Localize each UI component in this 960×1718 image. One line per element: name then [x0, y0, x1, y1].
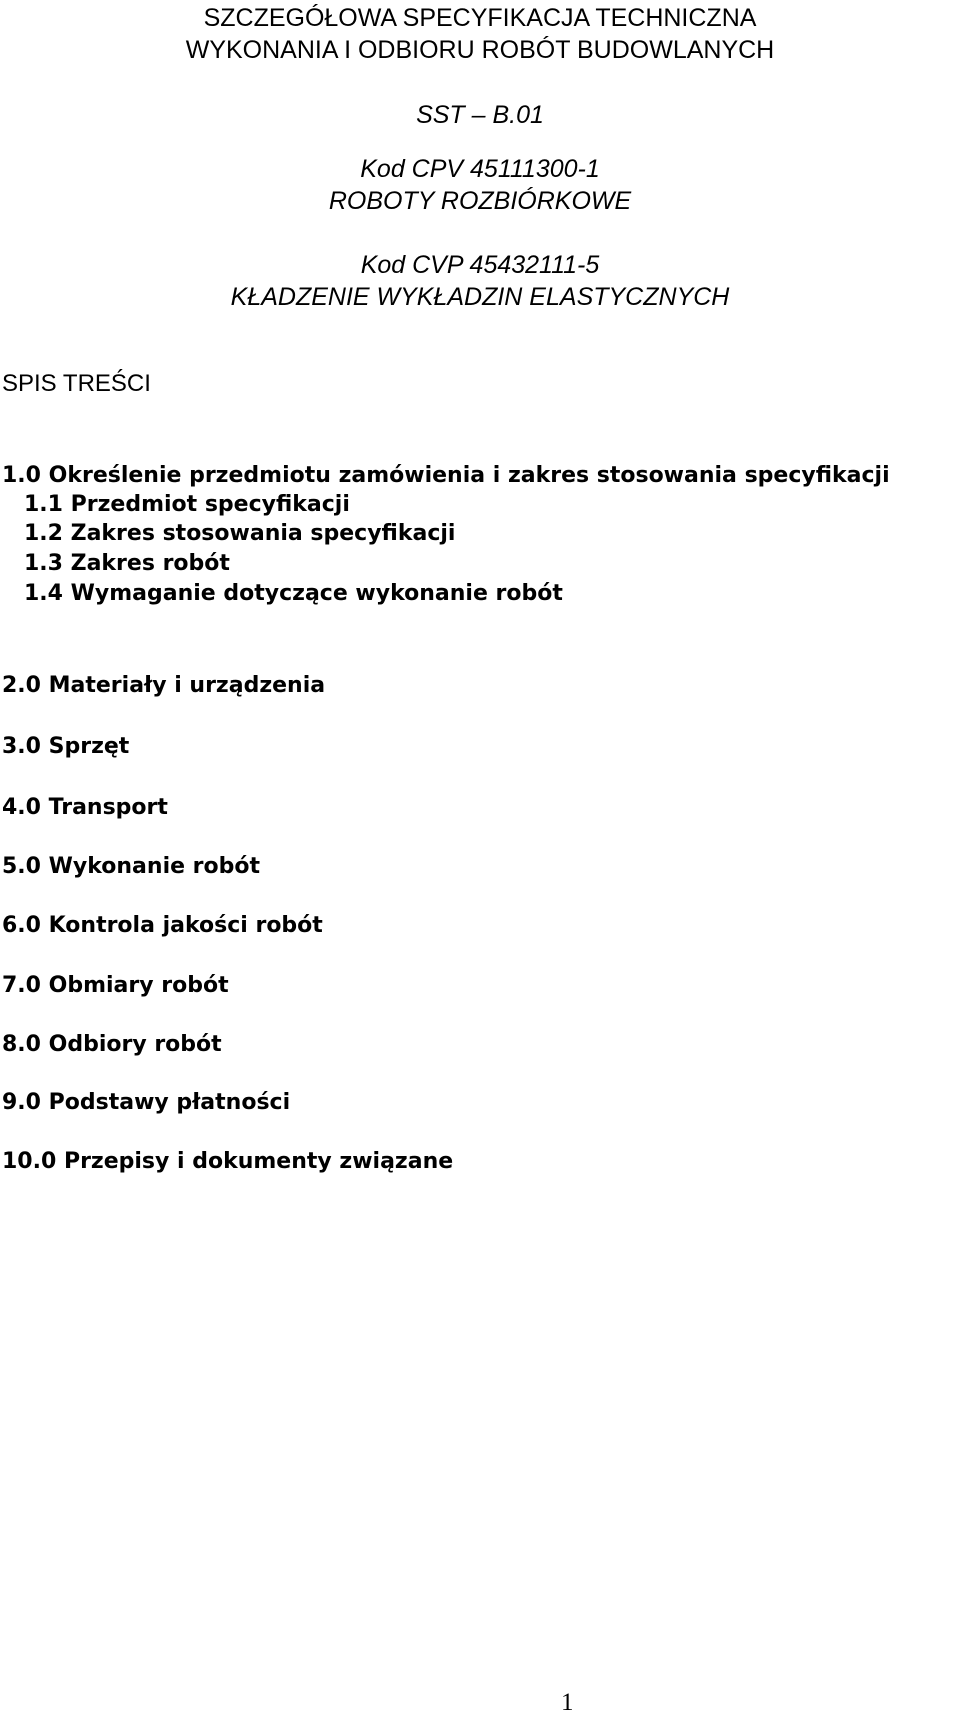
toc-item-8-0: 8.0 Odbiory robót	[2, 1032, 222, 1057]
toc-item-10-0: 10.0 Przepisy i dokumenty związane	[2, 1149, 454, 1174]
toc-item-9-0: 9.0 Podstawy płatności	[2, 1090, 291, 1115]
toc-heading: SPIS TREŚCI	[2, 370, 151, 397]
toc-item-6-0: 6.0 Kontrola jakości robót	[2, 913, 323, 938]
document-title-line-1: SZCZEGÓŁOWA SPECYFIKACJA TECHNICZNA	[203, 4, 757, 32]
cpv-code-demolition: Kod CPV 45111300-1	[360, 155, 600, 183]
spec-code: SST – B.01	[416, 101, 544, 129]
toc-item-3-0: 3.0 Sprzęt	[2, 734, 130, 759]
cpv-name-demolition: ROBOTY ROZBIÓRKOWE	[328, 187, 632, 215]
toc-item-1-2: 1.2 Zakres stosowania specyfikacji	[24, 521, 456, 546]
page-number: 1	[561, 1689, 574, 1716]
toc-item-1-0: 1.0 Określenie przedmiotu zamówienia i zakres stosowania specyfikacji	[2, 463, 890, 488]
cvp-code-flooring: Kod CVP 45432111-5	[360, 251, 600, 279]
toc-item-1-3: 1.3 Zakres robót	[24, 551, 230, 576]
toc-item-1-1: 1.1 Przedmiot specyfikacji	[24, 492, 350, 517]
toc-item-4-0: 4.0 Transport	[2, 795, 168, 820]
toc-item-5-0: 5.0 Wykonanie robót	[2, 854, 261, 879]
document-title-line-2: WYKONANIA I ODBIORU ROBÓT BUDOWLANYCH	[185, 36, 775, 64]
cvp-name-flooring: KŁADZENIE WYKŁADZIN ELASTYCZNYCH	[230, 283, 730, 311]
toc-item-2-0: 2.0 Materiały i urządzenia	[2, 673, 326, 698]
toc-item-1-4: 1.4 Wymaganie dotyczące wykonanie robót	[24, 581, 563, 606]
toc-item-7-0: 7.0 Obmiary robót	[2, 973, 229, 998]
